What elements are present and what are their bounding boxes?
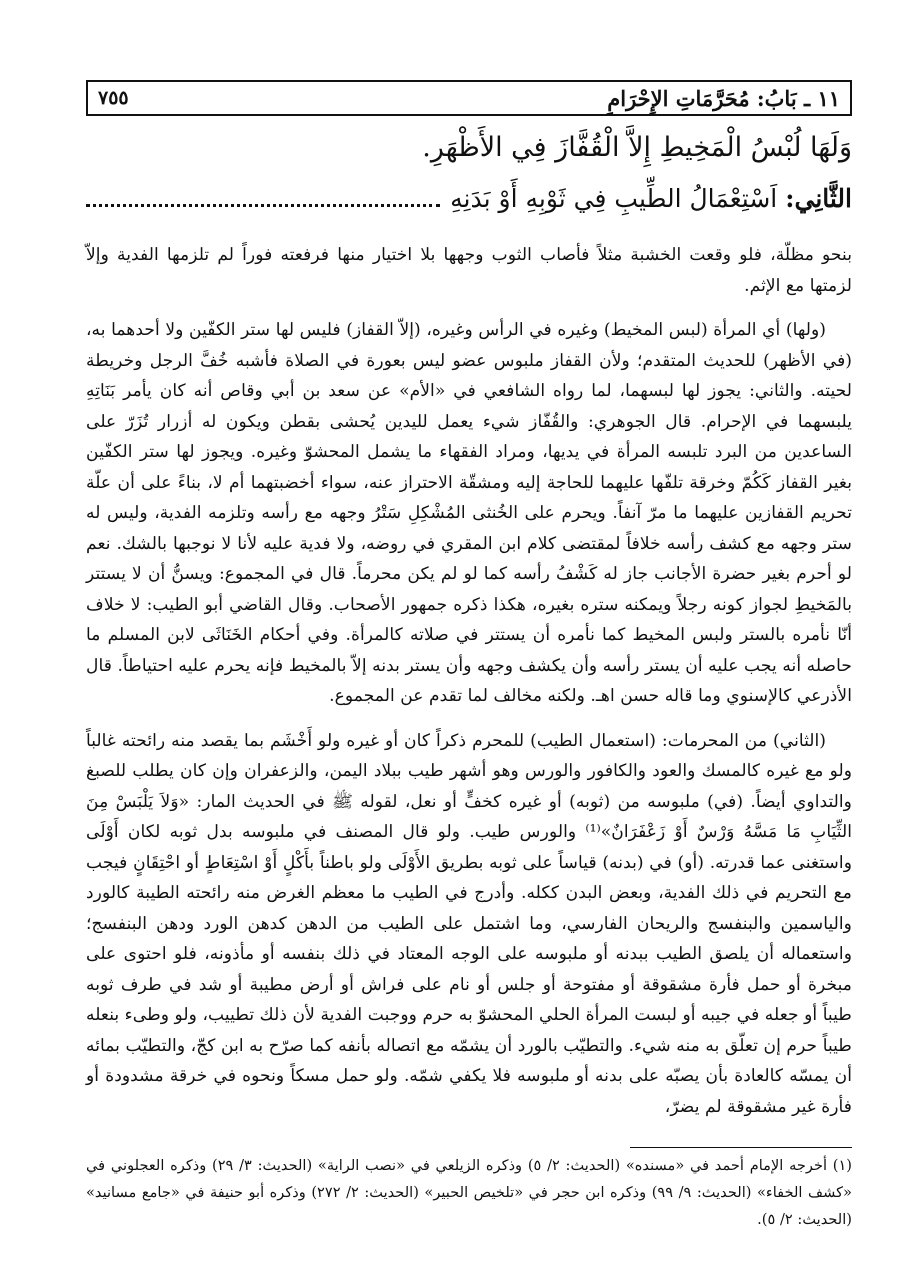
running-header: [86, 80, 852, 116]
matn-text-line-2: [86, 184, 852, 213]
paragraph-perfume: (الثاني) من المحرمات: (استعمال الطيب) للمحرم ذكراً كان أو غيره ولو أَخْشَم بما يقصد منه رائحته غالباً ولو مع غيره كالمسك والعود والكافور والورس وهو أشهر طيب ببلاد اليمن، والزعفران وإن كان يطلب للصبغ والتداوي أيضاً. (في) ملبوسه من (ثوبه) أو غيره كخفٍّ أو نعل، لقوله ﷺ في الحديث المار: «وَلاَ يَلْبَسْ مِنَ الثِّيَابِ مَا مَسَّهُ وَرْسٌ أَوْ زَعْفَرَانٌ»⁽¹⁾ والورس طيب. ولو قال المصنف في ملبوسه بدل ثوبه لكان أَوْلَى واستغنى عما قدرته. (أو) في (بدنه) قياساً على ثوبه بطريق الأَوْلَى ولو باطناً بأَكْلٍ أَوْ اسْتِعَاطٍ أو احْتِقَانٍ فيجب مع التحريم في ذلك الفدية، وبعض البدن ككله. وأدرج في الطيب ما معظم الغرض منه رائحته الطيبة كالورد والياسمين والبنفسج والريحان الفارسي، وما اشتمل على الطيب من الدهن كدهن الورد ودهن البنفسج؛ واستعماله أن يلصق الطيب ببدنه أو ملبوسه على الوجه المعتاد في ذلك بنفسه أو مأذونه، فلو احتوى على مبخرة أو حمل فأرة مشقوقة أو مفتوحة أو جلس أو نام على فراش أو أرض مطيبة أو شد في طرف ثوبه طيباً أو جعله في جيبه أو لبست المرأة الحلي المحشوّ به حرم ووجبت الفدية لأن ذلك تطييب، ولو وطىء بنعله طيباً حرم إن تعلّق به منه شيء. والتطيّب بالورد أن يشمّه مع اتصاله بأنفه كما صرّح به ابن كجّ، والتطيّب بمائه أن يمسّه كالعادة بأن يصبّه على بدنه أو ملبوسه فلا يكفي شمّه. ولو حمل مسكاً ونحوه في خرقة مشدودة أو فأرة غير مشقوقة لم يضرّ،: [86, 730, 852, 1117]
matn-second-label: الثَّانِي:: [785, 184, 852, 213]
commentary-body: [86, 240, 852, 1122]
footnote-separator: [630, 1147, 852, 1148]
matn-text-line-1: وَلَهَا لُبْسُ الْمَخِيطِ إِلاَّ الْقُفَّازَ فِي الأَظْهَرِ.: [422, 132, 852, 163]
page-number: ٧٥٥: [98, 87, 129, 109]
dotted-separator: [86, 204, 440, 207]
paragraph-gloves: (ولها) أي المرأة (لبس المخيط) وغيره في الرأس وغيره، (إلاّ القفاز) فليس لها ستر الكفّين ولا أحدهما به، (في الأظهر) للحديث المتقدم؛ ولأن القفاز ملبوس عضو ليس بعورة في الصلاة فأشبه خُفَّ الرجل وخريطة لحيته. والثاني: يجوز لها لبسهما، لما رواه الشافعي في «الأم» عن سعد بن أبي وقاص أنه كان يأمر بَنَاتِهِ يلبسهما في الإحرام. قال الجوهري: والقُفّاز شيء يعمل لليدين يُحشى بقطن ويكون له أزرار تُزَرّ على الساعدين من البرد تلبسه المرأة في يديها، ومراد الفقهاء ما يشمل المحشوّ وغيره. ويجوز لها ستر الكفّين بغير القفاز كَكُمّ وخرقة تلفّها عليهما للحاجة إليه ومشقّة الاحتراز عنه، سواء أخضبتهما أم لا، بناءً على أن علّة تحريم القفازين عليهما ما مرّ آنفاً. ويحرم على الخُنثى المُشْكِلِ سَتْرُ وجهه مع رأسه وتلزمه الفدية، وليس له ستر وجهه مع كشف رأسه خلافاً لمقتضى كلام ابن المقري في روضه، ولا فدية عليه لأنا لا نوجبها بالشك. نعم لو أحرم بغير حضرة الأجانب جاز له كَشْفُ رأسه كما لو لم يكن محرماً. قال في المجموع: ويسنُّ أن لا يستتر بالمَخيطِ لجواز كونه رجلاً ويمكنه ستره بغيره، هكذا ذكره جمهور الأصحاب. وقال القاضي أبو الطيب: لا خلاف أنّا نأمره بالستر ولبس المخيط كما نأمره أن يستتر في صلاته كالمرأة. وفي أحكام الخَنَاثَى لابن المسلم ما حاصله أنه يجب عليه أن يستر رأسه وأن يكشف وجهه وأن يستر بدنه إلاّ بالمخيط فإنه يحرم عليه احتياطاً. قال الأذرعي كالإسنوي وما قاله حسن اهـ. ولكنه مخالف لما تقدم عن المجموع.: [86, 320, 852, 706]
paragraph-continuation: بنحو مظلّة، فلو وقعت الخشبة مثلاً فأصاب الثوب وجهها بلا اختيار منها فرفعته فوراً لم تلزمها الفدية وإلاّ لزمتها مع الإثم.: [86, 245, 852, 296]
footnote: (١) أخرجه الإمام أحمد في «مسنده» (الحديث: ٢/ ٥) وذكره الزيلعي في «نصب الراية» (الحديث: ٣/ ٢٩) وذكره العجلوني في «كشف الخفاء» (الحديث: ٩/ ٩٩) وذكره ابن حجر في «تلخيص الحبير» (الحديث: ٢/ ٢٧٢) وذكره أبو حنيفة في «جامع مسانيد» (الحديث: ٢/ ٥).: [86, 1157, 852, 1228]
matn-second-text: اَسْتِعْمَالُ الطِّيبِ فِي ثَوْبِهِ أَوْ بَدَنِهِ: [450, 184, 778, 213]
chapter-title: ١١ ـ بَابُ: مُحَرَّمَاتِ الإِحْرَامِ: [607, 85, 840, 111]
